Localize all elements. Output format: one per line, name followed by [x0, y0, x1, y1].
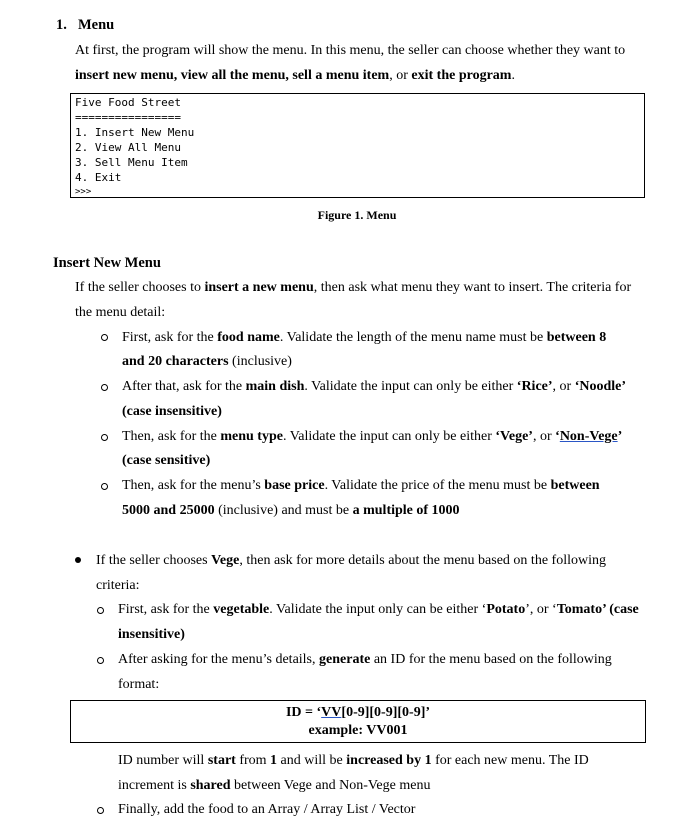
console-line: >>> — [75, 187, 92, 197]
bullet-circle-icon — [97, 657, 104, 664]
vege-vegetable-line: First, ask for the vegetable. Validate the input only can be either ‘Potato’, or ‘Tomato’ (case — [118, 602, 639, 617]
bullet-dot-icon — [75, 557, 81, 563]
id-example: example: VV001 — [308, 723, 408, 738]
criterion-base-price-cont: 5000 and 25000 (inclusive) and must be a multiple of 1000 — [122, 503, 460, 518]
vege-generate-cont: format: — [118, 677, 160, 692]
id-format: ID = ‘VV[0-9][0-9][0-9]’ — [285, 705, 431, 720]
bullet-circle-icon — [97, 607, 104, 614]
bullet-circle-icon — [101, 334, 108, 341]
criterion-menu-type-cont: (case sensitive) — [122, 453, 211, 468]
option-view: view all the menu — [180, 68, 286, 83]
criterion-food-name: First, ask for the food name. Validate the length of the menu name must be between 8 — [122, 330, 607, 345]
section-title: Menu — [78, 17, 115, 33]
vege-line-1: If the seller chooses Vege, then ask for more details about the menu based on the following — [96, 553, 606, 568]
insert-line-1: If the seller chooses to insert a new menu, then ask what menu they want to insert. The criteria for — [75, 280, 632, 295]
criterion-main-dish-cont: (case insensitive) — [122, 404, 222, 419]
insert-section-title: Insert New Menu — [53, 255, 161, 271]
figure-caption: Figure 1. Menu — [317, 208, 397, 222]
section-number: 1. — [56, 17, 67, 33]
id-format-box — [70, 700, 646, 743]
bullet-circle-icon — [97, 807, 104, 814]
insert-line-2: the menu detail: — [75, 305, 166, 320]
console-line: 3. Sell Menu Item — [75, 156, 188, 169]
criterion-main-dish: After that, ask for the main dish. Validate the input can only be either ‘Rice’, or ‘Noodle’ — [122, 379, 627, 394]
bullet-circle-icon — [101, 384, 108, 391]
criterion-food-name-cont: and 20 characters (inclusive) — [122, 354, 292, 369]
option-sell: sell a menu item — [292, 68, 390, 83]
console-line: 4. Exit — [75, 171, 122, 184]
vege-vegetable-cont: insensitive) — [118, 627, 185, 642]
option-insert: insert new menu — [75, 68, 174, 83]
console-line: Five Food Street — [75, 96, 181, 109]
option-exit: exit the program — [411, 68, 512, 83]
intro-line-1: At first, the program will show the menu. In this menu, the seller can choose whether they want to — [75, 43, 626, 58]
intro-line-2: insert new menu, view all the menu, sell a menu item, or exit the program. — [75, 68, 515, 83]
vege-line-2: criteria: — [96, 578, 140, 593]
criterion-menu-type: Then, ask for the menu type. Validate the input can only be either ‘Vege’, or ‘Non-Vege’ — [122, 429, 623, 444]
console-output-box — [70, 93, 645, 198]
criterion-base-price: Then, ask for the menu’s base price. Validate the price of the menu must be between — [122, 478, 600, 493]
vege-generate-line: After asking for the menu’s details, generate an ID for the menu based on the following — [118, 652, 612, 667]
console-line: 2. View All Menu — [75, 141, 181, 154]
bullet-circle-icon — [101, 483, 108, 490]
bullet-circle-icon — [101, 434, 108, 441]
console-line: ================ — [75, 111, 181, 124]
console-line: 1. Insert New Menu — [75, 126, 195, 139]
id-note-line-1: ID number will start from 1 and will be increased by 1 for each new menu. The ID — [118, 753, 589, 768]
final-item: Finally, add the food to an Array / Array List / Vector — [118, 802, 416, 817]
id-note-line-2: increment is shared between Vege and Non-Vege menu — [118, 778, 431, 793]
